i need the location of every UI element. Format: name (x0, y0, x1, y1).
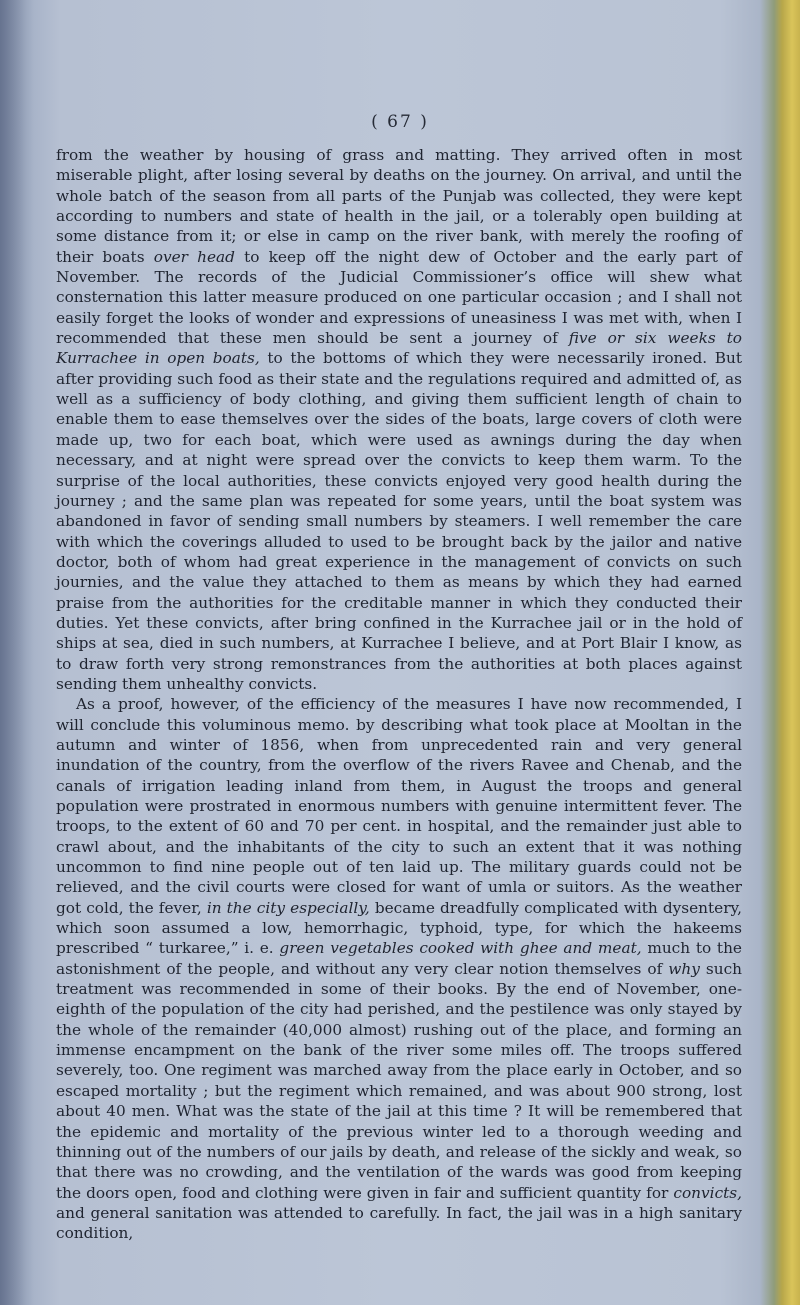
p2-text-4: such treatment was recommended in some of their books. By the end of November, one-eighth of the population of the city had perished, and the pestilence was only stayed by the whole of the remainder (40,000 almost) rushing out of the place, and forming an immense encampment on the bank of the river some miles off. The troops suffered severely, too. One regiment was marched away from the place early in October, and so escaped mortality ; but the regiment which remained, and was about 900 strong, lost about 40 men. What was the state of the jail at this time ? It will be remembered that the epidemic and mortality of the previous winter led to a thorough weeding and thinning out of the numbers of our jails by death, and release of the sickly and weak, so that there was no crowding, and the ventilation of the wards was good from keeping the doors open, food and clothing were given in fair and sufficient quantity for (56, 959, 743, 1202)
p1-italic-over-head: over head (153, 247, 235, 266)
p1-italic-journey: five or six weeks to Kurrachee in open boats, (56, 329, 742, 368)
p1-text-2: to keep off the night dew of October and the early part of November. The records of the Judicial Commissioner’s office will shew what consternation this latter measure produced on one particular occasion ; and I shall not easily forget the looks of wonder and expressions of uneasiness I was met with, when I recommended that these men should be sent a journey of (56, 247, 742, 348)
p2-text-2: became dreadfully complicated with dysentery, which soon assumed a low, hemorrhagic, typhoid, type, for which the hakeems prescribed “ turkaree,” i. e. (56, 898, 742, 958)
paragraph-2 (56, 694, 742, 1243)
page-number: ( 67 ) (371, 112, 429, 132)
p2-italic-city: in the city especially, (206, 898, 370, 917)
page-text (56, 145, 742, 1244)
p2-italic-vegetables: green vegetables cooked with ghee and meat, (279, 939, 642, 958)
p2-text-1: As a proof, however, of the efficiency of the measures I have now recommended, I will conclude this voluminous memo. by describing what took place at Mooltan in the autumn and winter of 1856, when from unprecedented rain and very general inundation of the country, from the overflow of the rivers Ravee and Chenab, and the canals of irrigation leading inland from them, in August the troops and general population were prostrated in enormous numbers with genuine intermittent fever. The troops, to the extent of 60 and 70 per cent. in hospital, and the remainder just able to crawl about, and the inhabitants of the city to such an extent that it was nothing uncommon to find nine people out of ten laid up. The military guards could not be relieved, and the civil courts were closed for want of umla or suitors. As the weather got cold, the fever, (56, 695, 742, 917)
p2-text-5: and general sanitation was attended to carefully. In fact, the jail was in a high sanitary condition, (56, 1203, 742, 1243)
p2-italic-convicts: convicts, (673, 1183, 742, 1202)
paragraph-1 (56, 145, 742, 694)
p1-text-1: from the weather by housing of grass and matting. They arrived often in most miserable plight, after losing several by deaths on the journey. On arrival, and until the whole batch of the season from all parts of the Punjab was collected, they were kept according to numbers and state of health in the jail, or a tolerably open building at some distance from it; or else in camp on the river bank, with merely the roofing of their boats (56, 146, 742, 266)
p2-text-3: much to the astonishment of the people, and without any very clear notion themselves of (56, 939, 742, 978)
p1-text-3: to the bottoms of which they were necessarily ironed. But after providing such food as their state and the regulations required and admitted of, as well as a sufficiency of body clothing, and giving them sufficient length of chain to enable them to ease themselves over the sides of the boats, large covers of cloth were made up, two for each boat, which were used as awnings during the day when necessary, and at night were spread over the convicts to keep them warm. To the surprise of the local authorities, these convicts enjoyed very good health during the journey ; and the same plan was repeated for some years, until the boat system was abandoned in favor of sending small numbers by steamers. I well remember the care with which the coverings alluded to used to be brought back by the jailor and native doctor, both of whom had great experience in the management of convicts on such journies, and the value they attached to them as means by which they had earned praise from the authorities for the creditable manner in which they conducted their duties. Yet these convicts, after bring confined in the Kurrachee jail or in the hold of ships at sea, died in such numbers, at Kurrachee I believe, and at Port Blair I know, as to draw forth very strong remonstrances from the authorities at both places against sending them unhealthy convicts. (56, 349, 742, 693)
p2-italic-why: why (668, 959, 700, 978)
